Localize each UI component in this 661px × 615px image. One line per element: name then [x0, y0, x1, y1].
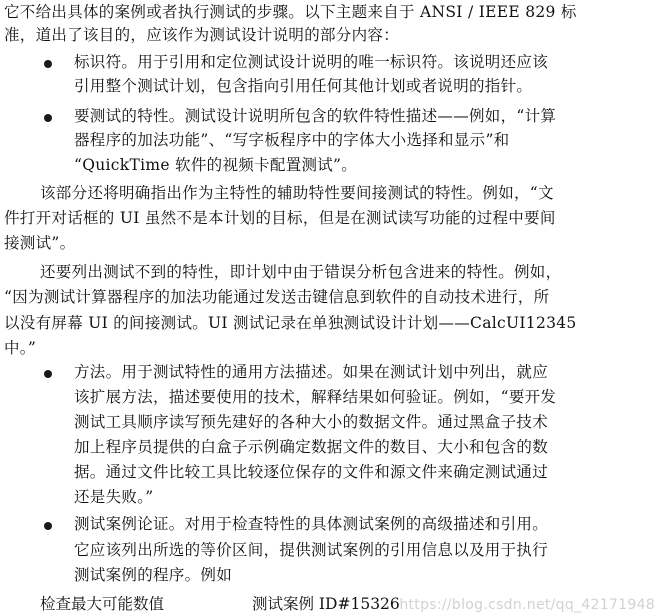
indirect-line-2: 件打开对话框的 UI 虽然不是本计划的目标，但是在测试读写功能的过程中要间	[4, 209, 556, 227]
approach-line-2: 该扩展方法，描述要使用的技术，解释结果如何验证。例如，“要开发	[74, 388, 557, 406]
bullet-dot-identifier	[44, 60, 52, 68]
watermark: https://blog.csdn.net/qq_42171948	[399, 597, 655, 613]
features-line-2: 器程序的加法功能”、“写字板程序中的字体大小选择和显示”和	[74, 131, 510, 149]
approach-line-1: 方法。用于测试特性的通用方法描述。如果在测试计划中列出，就应	[74, 363, 549, 381]
approach-line-4: 加上程序员提供的白盒子示例确定数据文件的数目、大小和包含的数	[74, 438, 549, 456]
intro-line-2: 准，道出了该目的，应该作为测试设计说明的部分内容：	[4, 26, 400, 44]
bullet-dot-cases	[44, 522, 52, 530]
identifier-line-2: 引用整个测试计划，包含指向引用任何其他计划或者说明的指针。	[74, 77, 533, 95]
intro-line-1: 它不给出具体的案例或者执行测试的步骤。以下主题来自于 ANSI / IEEE 829 标	[4, 3, 577, 21]
cases-line-3: 测试案例的程序。例如	[74, 566, 233, 584]
cases-line-1: 测试案例论证。对用于检查特性的具体测试案例的高级描述和引用。	[74, 515, 549, 533]
bullet-dot-features	[44, 114, 52, 122]
approach-line-3: 测试工具顺序读写预先建好的各种大小的数据文件。通过黑盒子技术	[74, 413, 549, 431]
footer-label-left: 检查最大可能数值	[40, 595, 165, 613]
approach-line-6: 还是失败。”	[74, 488, 154, 506]
not-tested-line-3: 以没有屏幕 UI 的间接测试。UI 测试记录在单独测试设计计划——CalcUI12345	[4, 314, 577, 332]
indirect-line-1: 该部分还将明确指出作为主特性的辅助特性要间接测试的特性。例如，“文	[40, 184, 554, 202]
features-line-1: 要测试的特性。测试设计说明所包含的软件特性描述——例如，“计算	[74, 107, 557, 125]
footer-label-right: 测试案例 ID#15326	[252, 595, 400, 613]
not-tested-line-1: 还要列出测试不到的特性，即计划中由于错误分析包含进来的特性。例如，	[40, 263, 562, 281]
bullet-dot-approach	[44, 370, 52, 378]
features-line-3: “QuickTime 软件的视频卡配置测试”。	[74, 156, 358, 174]
identifier-line-1: 标识符。用于引用和定位测试设计说明的唯一标识符。该说明还应该	[74, 53, 549, 71]
not-tested-line-2: “因为测试计算器程序的加法功能通过发送击键信息到软件的自动技术进行，所	[4, 288, 550, 306]
approach-line-5: 据。通过文件比较工具比较逐位保存的文件和源文件来确定测试通过	[74, 463, 549, 481]
indirect-line-3: 接测试”。	[4, 234, 76, 252]
cases-line-2: 它应该列出所选的等价区间，提供测试案例的引用信息以及用于执行	[74, 541, 549, 559]
not-tested-line-4: 中。”	[4, 339, 37, 357]
